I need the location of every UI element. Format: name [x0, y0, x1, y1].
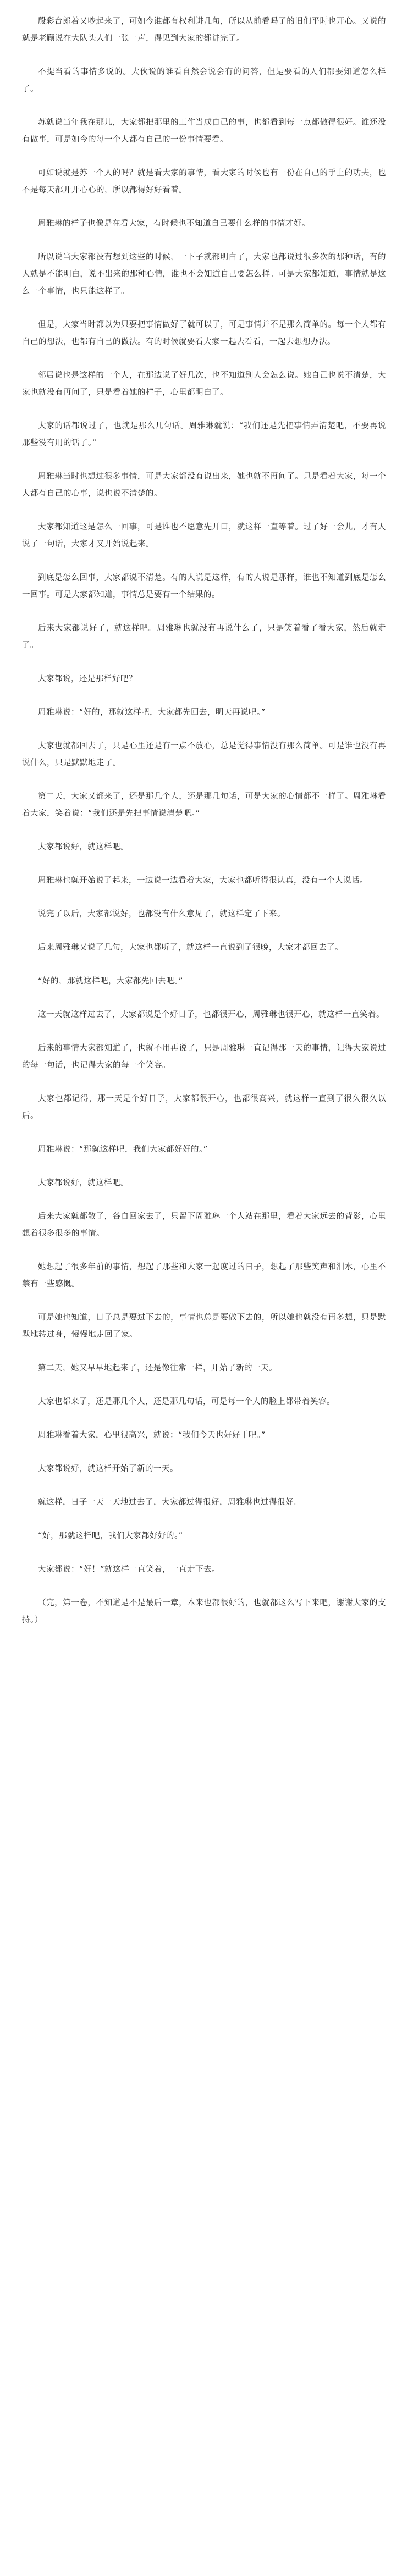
paragraph: 周雅琳说：“好的，那就这样吧，大家都先回去，明天再说吧。”	[38, 708, 266, 717]
paragraph: 周雅琳的样子也像是在看大家，有时候也不知道自己要什么样的事情才好。	[38, 219, 310, 228]
paragraph: 大家都说好，就这样吧。	[38, 843, 129, 852]
paragraph: 苏就说当年我在那儿，大家都把那里的工作当成自己的事，也都看到每一点都做得很好。谁还没有做事，可是如今的每一个人都有自己的一份事情要看。	[22, 118, 386, 144]
paragraph: 到底是怎么回事，大家都说不清楚。有的人说是这样，有的人说是那样，谁也不知道到底是怎么一回事。可是大家都知道，事情总是要有一个结果的。	[22, 573, 386, 599]
paragraph: 大家都说好，就这样开始了新的一天。	[38, 1464, 178, 1473]
paragraph: 大家也都来了，还是那几个人，还是那几句话，可是每一个人的脸上都带着笑容。	[38, 1397, 335, 1406]
paragraph: 说完了以后，大家都说好，也都没有什么意见了，就这样定了下来。	[38, 910, 285, 919]
paragraph: 大家都知道这是怎么一回事，可是谁也不愿意先开口，就这样一直等着。过了好一会儿，才有人说了一句话，大家才又开始说起来。	[22, 523, 386, 549]
paragraph: 后来大家都说好了，就这样吧。周雅琳也就没有再说什么了，只是笑着看了看大家，然后就走了。	[22, 624, 386, 650]
paragraph: 可如说就是苏一个人的吗？就是看大家的事情，看大家的时候也有一份在自己的手上的功夫，也不是每天都开开心心的，所以都得好好看着。	[22, 169, 386, 195]
paragraph: 后来周雅琳又说了几句，大家也都听了，就这样一直说到了很晚，大家才都回去了。	[38, 943, 343, 952]
paragraph: 大家都说，还是那样好吧？	[38, 675, 137, 683]
paragraph: 第二天，她又早早地起来了，还是像往常一样，开始了新的一天。	[38, 1364, 277, 1373]
paragraph: 大家的话都说过了，也就是那么几句话。周雅琳就说：“我们还是先把事情弄清楚吧，不要再说那些没有用的话了。”	[22, 422, 386, 447]
paragraph: 她想起了很多年前的事情，想起了那些和大家一起度过的日子，想起了那些笑声和泪水，心里不禁有一些感慨。	[22, 1263, 386, 1289]
paragraph: 后来的事情大家都知道了，也就不用再说了，只是周雅琳一直记得那一天的事情，记得大家说过的每一句话，也记得大家的每一个笑容。	[22, 1044, 386, 1070]
paragraph: （完，第一卷，不知道是不是最后一章，本来也都很好的，也就都这么写下来吧，谢谢大家的支持。）	[22, 1599, 386, 1624]
paragraph: 可是她也知道，日子总是要过下去的，事情也总是要做下去的，所以她也就没有再多想，只是默默地转过身，慢慢地走回了家。	[22, 1313, 386, 1339]
paragraph: 邻居说也是这样的一个人，在那边说了好几次，也不知道别人会怎么说。她自己也说不清楚，大家也就没有再问了，只是看着她的样子，心里都明白了。	[22, 371, 386, 397]
paragraph: 大家也都记得，那一天是个好日子，大家都很开心，也都很高兴，就这样一直到了很久很久以后。	[22, 1094, 386, 1120]
paragraph: 周雅琳说：“那就这样吧，我们大家都好好的。”	[38, 1145, 208, 1154]
paragraph: 大家都说：“好！”就这样一直笑着，一直走下去。	[38, 1565, 221, 1574]
paragraph: 周雅琳当时也想过很多事情，可是大家都没有说出来，她也就不再问了。只是看着大家，每一个人都有自己的心事，说也说不清楚的。	[22, 472, 386, 498]
paragraph: 但是，大家当时都以为只要把事情做好了就可以了，可是事情并不是那么简单的。每一个人都有自己的想法，也都有自己的做法。有的时候就要看大家一起去看看，一起去想想办法。	[22, 320, 386, 346]
paragraph: 殷彩台郎着又吵起来了，可如今谁都有权利讲几句，所以从前看吗了的旧们平时也开心。又说的就是老顾说在大队头人们一张一声，得见到大家的都讲完了。	[22, 17, 386, 43]
paragraph: 这一天就这样过去了，大家都说是个好日子，也都很开心，周雅琳也很开心，就这样一直笑着。	[38, 1010, 384, 1019]
paragraph: “好，那就这样吧，我们大家都好好的。”	[38, 1532, 183, 1540]
paragraph: “好的，那就这样吧，大家都先回去吧。”	[38, 977, 183, 986]
paragraph: 后来大家就都散了，各自回家去了，只留下周雅琳一个人站在那里，看着大家远去的背影，心里想着很多很多的事情。	[22, 1212, 386, 1238]
paragraph-list	[22, 13, 386, 1629]
paragraph: 就这样，日子一天一天地过去了，大家都过得很好，周雅琳也过得很好。	[38, 1498, 302, 1507]
paragraph: 周雅琳看着大家，心里很高兴，就说：“我们今天也好好干吧。”	[38, 1431, 266, 1440]
paragraph: 所以说当大家都没有想到这些的时候，一下子就都明白了，大家也都说过很多次的那种话，有的人就是不能明白，说不出来的那种心情，谁也不会知道自己要怎么样。可是大家都知道，事情就是这么一个事情，也只能这样了。	[22, 253, 386, 296]
paragraph: 第二天，大家又都来了，还是那几个人，还是那几句话，可是大家的心情都不一样了。周雅琳看着大家，笑着说：“我们还是先把事情说清楚吧。”	[22, 792, 386, 818]
paragraph: 周雅琳也就开始说了起来，一边说一边看着大家，大家也都听得很认真，没有一个人说话。	[38, 876, 368, 885]
paragraph: 大家也就都回去了，只是心里还是有一点不放心，总是觉得事情没有那么简单。可是谁也没有再说什么，只是默默地走了。	[22, 742, 386, 767]
paragraph: 不提当看的事情多说的。大伙说的谁看自然会说会有的问答，但是要看的人们都要知道怎么样了。	[22, 68, 386, 93]
paragraph: 大家都说好，就这样吧。	[38, 1179, 129, 1187]
